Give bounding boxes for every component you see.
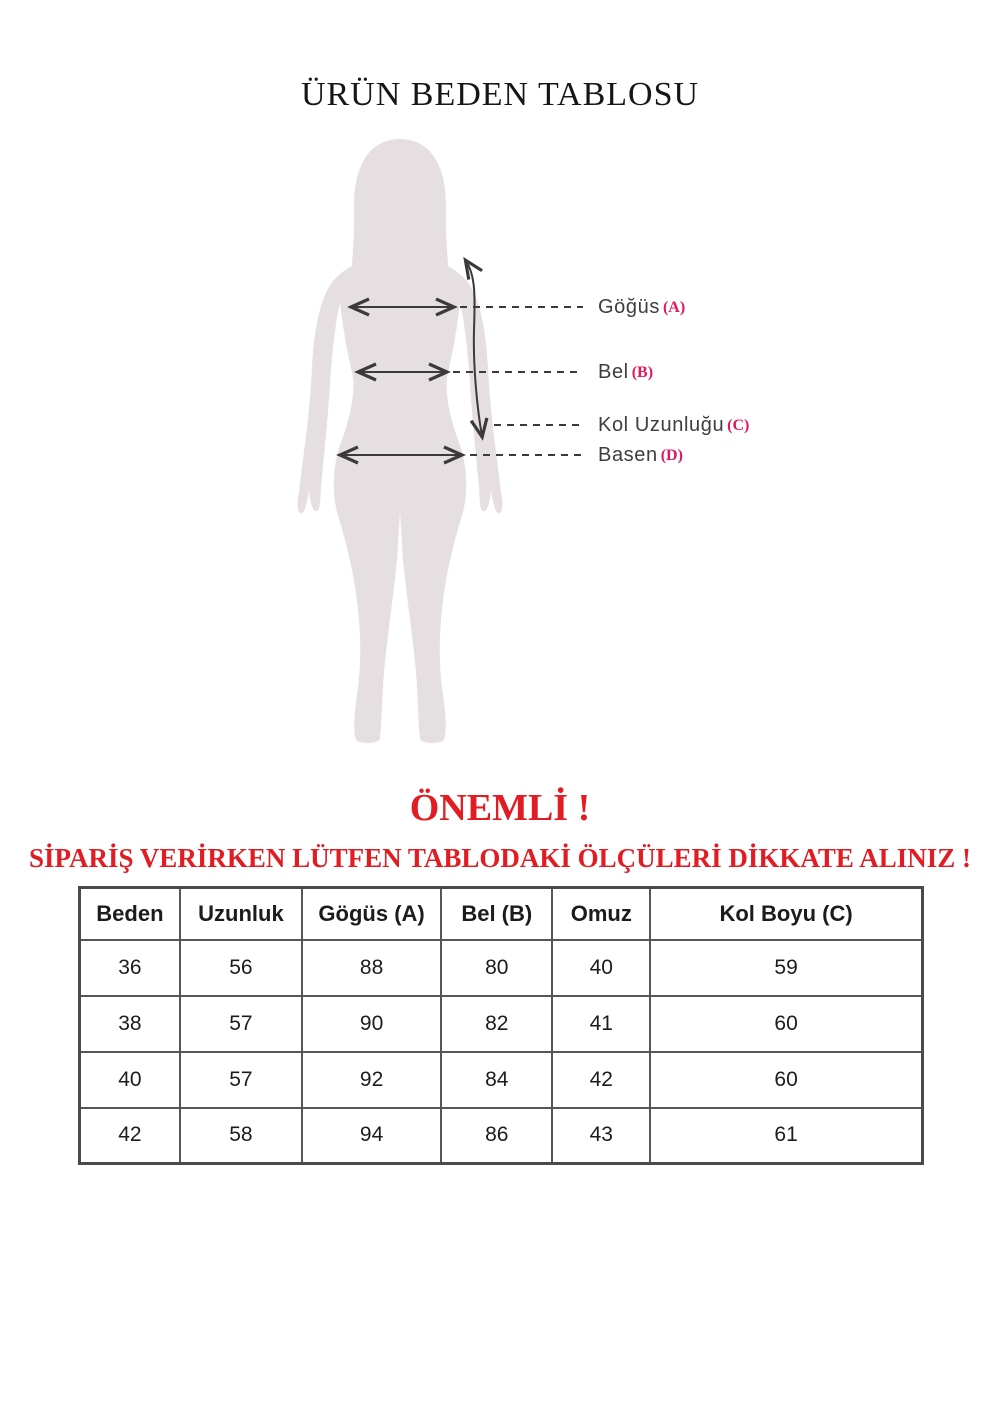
table-cell: 90 [302,996,441,1052]
table-cell: 36 [80,940,180,996]
table-cell: 42 [80,1108,180,1164]
table-cell: 84 [441,1052,552,1108]
table-header-row [80,888,923,940]
table-cell: 40 [80,1052,180,1108]
table-row [80,1052,923,1108]
table-cell: 38 [80,996,180,1052]
measurement-label-basen [598,444,683,466]
table-cell: 56 [180,940,302,996]
table-cell: 58 [180,1108,302,1164]
table-row [80,1108,923,1164]
body-shape [298,255,503,743]
table-cell: 57 [180,1052,302,1108]
column-header-uzunluk: Uzunluk [180,888,302,940]
table-cell: 86 [441,1108,552,1164]
measurement-name: Göğüs [598,296,660,318]
hair-shape [351,139,449,313]
table-cell: 94 [302,1108,441,1164]
table-cell: 60 [650,1052,922,1108]
table-row [80,940,923,996]
measurement-label-kol-uzunlugu [598,414,749,436]
measurement-code: (D) [660,447,683,464]
measurement-label-bel [598,361,653,383]
table-cell: 92 [302,1052,441,1108]
column-header-omuz: Omuz [552,888,650,940]
column-header-beden: Beden [80,888,180,940]
table-row [80,996,923,1052]
table-cell: 41 [552,996,650,1052]
measurement-code: (B) [631,364,654,381]
page-title: ÜRÜN BEDEN TABLOSU [300,76,700,113]
measurement-code: (C) [727,417,750,434]
column-header-kol-boyu: Kol Boyu (C) [650,888,922,940]
table-cell: 60 [650,996,922,1052]
table-cell: 59 [650,940,922,996]
measurement-code: (A) [662,299,686,316]
table-cell: 80 [441,940,552,996]
table-cell: 40 [552,940,650,996]
column-header-gogus: Gögüs (A) [302,888,441,940]
important-heading: ÖNEMLİ ! [409,787,591,829]
table-cell: 57 [180,996,302,1052]
column-header-bel: Bel (B) [441,888,552,940]
table-cell: 88 [302,940,441,996]
size-table [78,886,924,1165]
table-cell: 42 [552,1052,650,1108]
measurement-name: Bel [598,361,629,383]
measurement-name: Basen [598,444,658,466]
measurement-label-gogus [598,296,685,318]
warning-text: SİPARİŞ VERİRKEN LÜTFEN TABLODAKİ ÖLÇÜLERİ DİKKATE ALINIZ ! [29,843,971,873]
measurement-name: Kol Uzunluğu [598,414,725,436]
table-cell: 82 [441,996,552,1052]
table-cell: 43 [552,1108,650,1164]
table-cell: 61 [650,1108,922,1164]
